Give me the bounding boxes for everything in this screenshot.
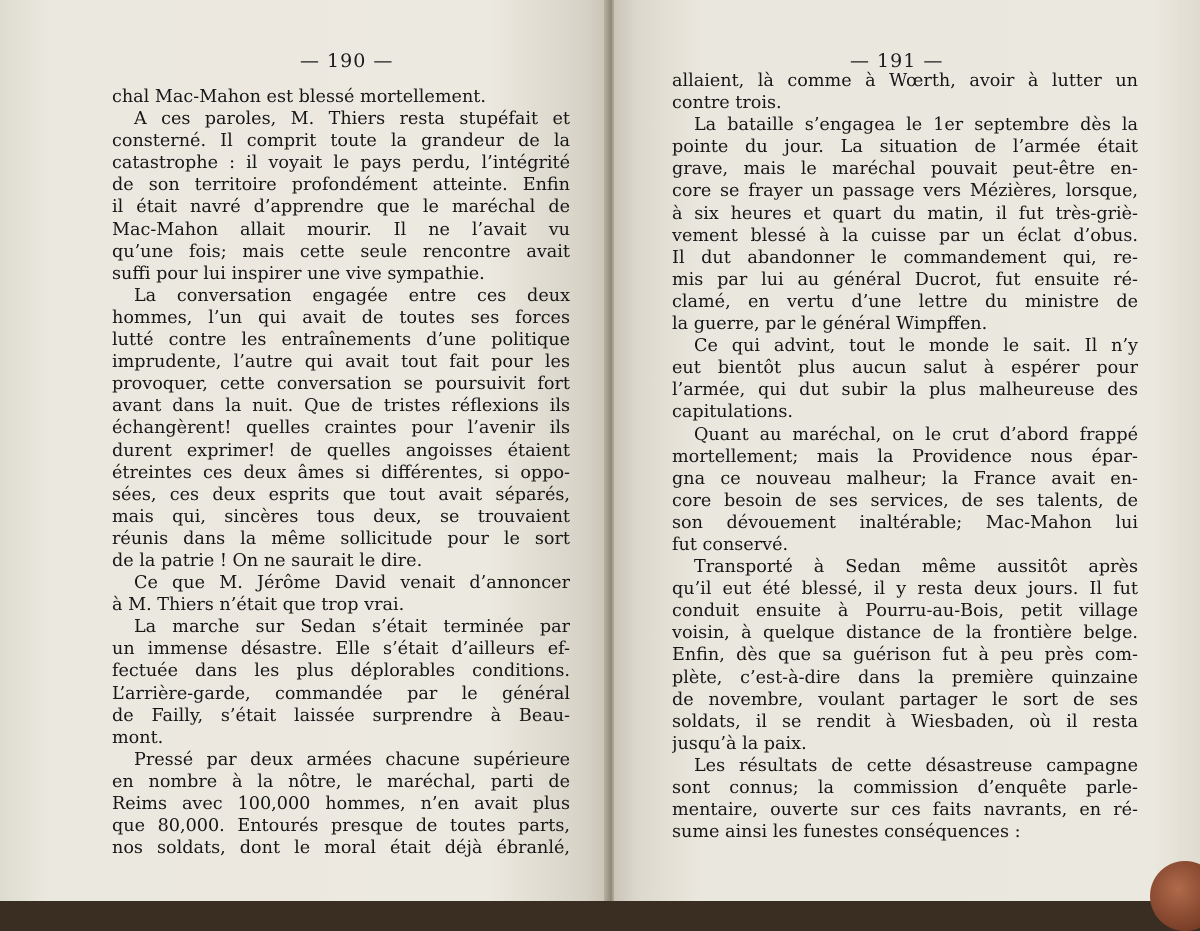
text-line: plète, c’est-à-dire dans la première quinzaine [672, 667, 1138, 688]
page-number: — 190 — [300, 50, 394, 72]
text-line: qu’une fois; mais cette seule rencontre avait [112, 241, 570, 262]
text-line: mont. [112, 727, 164, 748]
text-line: son dévouement inaltérable; Mac-Mahon lui [672, 512, 1138, 533]
text-line: vement blessé à la cuisse par un éclat d’obus. [672, 225, 1138, 246]
text-line: suffi pour lui inspirer une vive sympathie. [112, 263, 485, 284]
text-line: que 80,000. Entourés presque de toutes parts, [112, 816, 570, 837]
text-line: réunis dans la même sollicitude pour le sort [112, 528, 570, 549]
text-line: A ces paroles, M. Thiers resta stupéfait et [134, 109, 570, 130]
text-line: à six heures et quart du matin, il fut très-griè- [672, 203, 1138, 224]
text-line: l’armée, qui dut subir la plus malheureuse des [672, 380, 1138, 401]
text-line: mortellement; mais la Providence nous épar- [672, 446, 1138, 467]
text-line: imprudente, l’autre qui avait tout fait pour les [112, 352, 570, 373]
text-line: fectuée dans les plus déplorables conditions. [112, 661, 570, 682]
text-line: Pressé par deux armées chacune supérieure [134, 749, 570, 770]
text-line: étreintes ces deux âmes si différentes, si oppo- [112, 462, 570, 483]
text-line: à M. Thiers n’était que trop vrai. [112, 595, 405, 616]
text-line: nos soldats, dont le moral était déjà ébranlé, [112, 838, 570, 859]
text-line: mis par lui au général Ducrot, fut ensuite ré- [672, 269, 1138, 290]
text-line: Il dut abandonner le commandement qui, re- [672, 247, 1138, 268]
text-line: Transporté à Sedan même aussitôt après [694, 557, 1138, 578]
text-line: allaient, là comme à Wœrth, avoir à lutter un [672, 71, 1138, 91]
page-text [112, 86, 570, 859]
page-text [672, 70, 1138, 843]
text-line: mais qui, sincères tous deux, se trouvaient [112, 506, 570, 527]
text-line: Mac-Mahon allait mourir. Il ne l’avait vu [112, 219, 570, 240]
text-line: chal Mac-Mahon est blessé mortellement. [112, 87, 486, 107]
text-line: Enfin, dès que sa guérison fut à peu près com- [672, 645, 1138, 666]
text-line: capitulations. [672, 402, 793, 423]
left-page [0, 0, 610, 901]
text-line: de la patrie ! On ne saurait le dire. [112, 550, 423, 571]
text-line: gna ce nouveau malheur; la France avait en- [672, 468, 1138, 489]
text-line: échangèrent! quelles craintes pour l’avenir ils [112, 418, 570, 439]
text-line: jusqu’à la paix. [672, 733, 807, 754]
text-line: Ce qui advint, tout le monde le sait. Il n’y [694, 336, 1138, 357]
text-line: sées, ces deux esprits que tout avait séparés, [112, 484, 570, 505]
text-line: core besoin de ses services, de ses talents, de [672, 490, 1138, 511]
text-line: soldats, il se rendit à Wiesbaden, où il resta [672, 711, 1138, 732]
right-page [614, 0, 1200, 901]
text-line: consterné. Il comprit toute la grandeur de la [112, 131, 570, 152]
text-line: La bataille s’engagea le 1er septembre dès la [694, 115, 1138, 136]
text-line: de son territoire profondément atteinte. Enfin [112, 175, 570, 196]
text-line: la guerre, par le général Wimpffen. [672, 314, 988, 335]
text-line: eut bientôt plus aucun salut à espérer pour [672, 358, 1138, 379]
text-line: mentaire, ouverte sur ces faits navrants, en ré- [672, 800, 1138, 821]
text-line: hommes, l’un qui avait de toutes ses forces [112, 307, 570, 328]
text-line: provoquer, cette conversation se poursuivit fort [112, 374, 570, 395]
text-line: de Failly, s’était laissée surprendre à Beau- [112, 705, 570, 726]
text-line: lutté contre les entraînements d’une politique [112, 330, 570, 351]
text-line: contre trois. [672, 93, 782, 114]
text-line: La marche sur Sedan s’était terminée par [134, 617, 570, 638]
text-line: grave, mais le maréchal pouvait peut-être en- [672, 159, 1138, 180]
text-line: en nombre à la nôtre, le maréchal, parti de [112, 771, 570, 792]
text-line: core se frayer un passage vers Mézières, lorsque, [672, 181, 1138, 202]
text-line: pointe du jour. La situation de l’armée était [672, 137, 1138, 158]
text-line: L’arrière-garde, commandée par le général [112, 683, 570, 704]
text-line: Ce que M. Jérôme David venait d’annoncer [134, 573, 570, 594]
text-line: fut conservé. [672, 534, 789, 555]
text-line: catastrophe : il voyait le pays perdu, l’intégrité [112, 153, 570, 174]
text-line: conduit ensuite à Pourru-au-Bois, petit village [672, 601, 1138, 622]
text-line: La conversation engagée entre ces deux [134, 285, 570, 306]
text-line: Quant au maréchal, on le crut d’abord frappé [694, 424, 1138, 445]
text-line: qu’il eut été blessé, il y resta deux jours. Il fut [672, 579, 1138, 600]
text-line: il était navré d’apprendre que le maréchal de [112, 197, 570, 218]
text-line: sume ainsi les funestes conséquences : [672, 822, 1021, 843]
text-line: Reims avec 100,000 hommes, n’en avait plus [112, 794, 570, 814]
text-line: de novembre, voulant partager le sort de ses [672, 689, 1138, 710]
text-line: clamé, en vertu d’une lettre du ministre de [672, 291, 1138, 312]
text-line: sont connus; la commission d’enquête parle- [672, 778, 1138, 798]
text-line: Les résultats de cette désastreuse campagne [694, 755, 1138, 776]
page-number: — 191 — [850, 50, 944, 72]
text-line: un immense désastre. Elle s’était d’ailleurs ef- [112, 639, 570, 660]
text-line: avant dans la nuit. Que de tristes réflexions ils [112, 396, 570, 417]
text-line: voisin, à quelque distance de la frontière belge. [672, 623, 1138, 644]
thumb [1150, 861, 1200, 931]
text-line: durent exprimer! de quelles angoisses étaient [112, 440, 570, 461]
